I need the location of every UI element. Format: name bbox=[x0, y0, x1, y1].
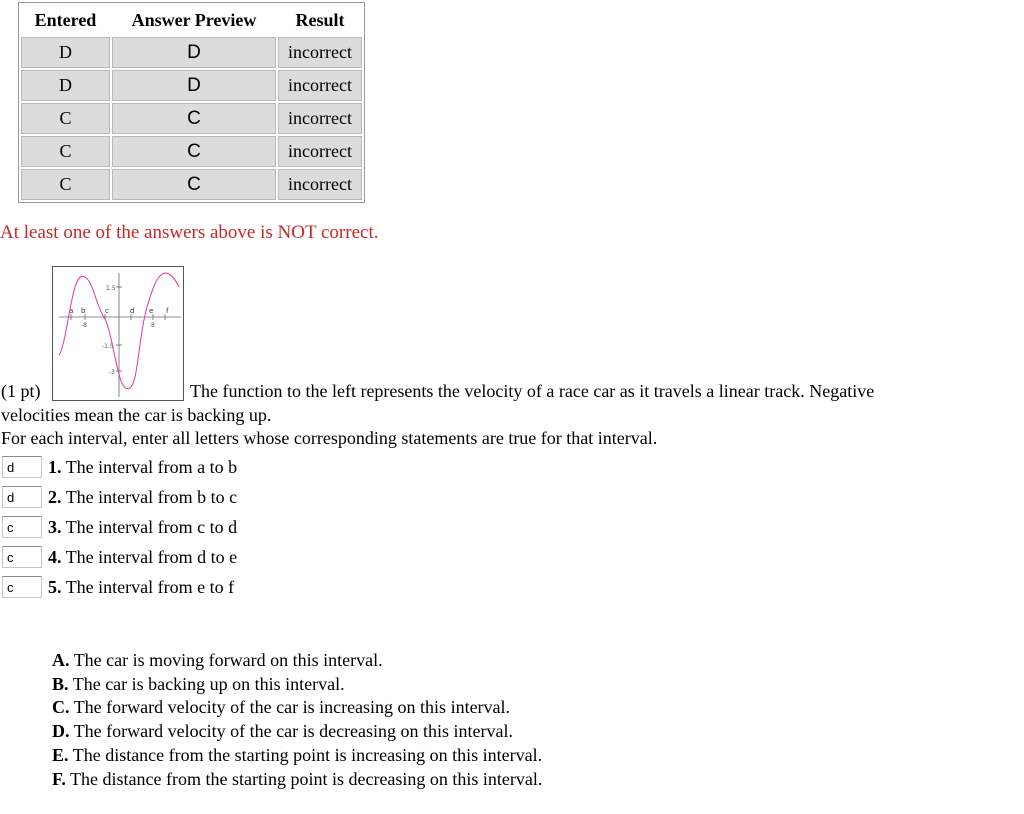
choice-item-d bbox=[52, 720, 542, 744]
entered-cell: C bbox=[21, 103, 110, 134]
choice-item-e bbox=[52, 744, 542, 768]
problem-intro-line2: velocities mean the car is backing up. bbox=[1, 405, 272, 425]
preview-cell: D bbox=[112, 70, 276, 101]
point-label-e: e bbox=[149, 307, 154, 315]
result-cell: incorrect bbox=[278, 70, 362, 101]
question-label: The interval from a to b bbox=[65, 456, 238, 477]
question-label: The interval from e to f bbox=[65, 576, 235, 597]
question-row-2 bbox=[2, 484, 237, 510]
point-label-a: a bbox=[69, 307, 74, 315]
question-text-1 bbox=[48, 457, 237, 478]
y-tick-label: -3 bbox=[109, 369, 115, 376]
table-row bbox=[21, 70, 362, 101]
choice-letter: E. bbox=[52, 744, 69, 765]
header-answer-preview: Answer Preview bbox=[112, 5, 276, 35]
table-row bbox=[21, 136, 362, 167]
question-text-4 bbox=[48, 547, 237, 568]
question-text-2 bbox=[48, 487, 237, 508]
entered-cell: C bbox=[21, 136, 110, 167]
question-number: 3. bbox=[48, 516, 62, 537]
entered-cell: C bbox=[21, 169, 110, 200]
point-label-f: f bbox=[166, 307, 169, 315]
result-cell: incorrect bbox=[278, 37, 362, 68]
point-label-c: c bbox=[105, 307, 109, 315]
preview-cell: C bbox=[112, 169, 276, 200]
y-tick-label: 1.5 bbox=[106, 285, 116, 292]
result-cell: incorrect bbox=[278, 136, 362, 167]
question-label: The interval from b to c bbox=[65, 486, 238, 507]
question-label: The interval from c to d bbox=[65, 516, 238, 537]
header-entered: Entered bbox=[21, 5, 110, 35]
choice-item-b bbox=[52, 673, 542, 697]
question-row-5 bbox=[2, 574, 234, 600]
velocity-graph-svg bbox=[53, 267, 183, 400]
choice-letter: A. bbox=[52, 650, 70, 670]
question-number: 2. bbox=[48, 486, 62, 507]
entered-cell: D bbox=[21, 70, 110, 101]
preview-cell: D bbox=[112, 37, 276, 68]
table-row bbox=[21, 37, 362, 68]
result-cell: incorrect bbox=[278, 103, 362, 134]
preview-cell: C bbox=[112, 136, 276, 167]
question-row-3 bbox=[2, 514, 237, 540]
x-tick-label: -8 bbox=[81, 322, 87, 329]
question-text-5 bbox=[48, 577, 234, 598]
choice-letter: B. bbox=[52, 673, 69, 694]
x-tick-label: 8 bbox=[151, 322, 155, 329]
header-result: Result bbox=[278, 5, 362, 35]
results-header-row bbox=[21, 5, 362, 35]
incorrect-warning: At least one of the answers above is NOT correct. bbox=[0, 222, 379, 243]
result-cell: incorrect bbox=[278, 169, 362, 200]
question-row-4 bbox=[2, 544, 237, 570]
answer-input-2[interactable] bbox=[2, 486, 42, 508]
results-table bbox=[18, 2, 365, 203]
points-label: (1 pt) bbox=[1, 381, 41, 401]
choice-letter: C. bbox=[52, 697, 70, 718]
choice-item-f bbox=[52, 768, 542, 792]
choice-text: The car is moving forward on this interval. bbox=[73, 650, 383, 670]
answer-input-5[interactable] bbox=[2, 576, 42, 598]
problem-intro-line1: The function to the left represents the velocity of a race car as it travels a linear track. Negative bbox=[190, 381, 875, 401]
point-label-d: d bbox=[130, 307, 135, 315]
y-tick-label: -1.5 bbox=[102, 343, 114, 350]
choice-text: The car is backing up on this interval. bbox=[72, 673, 345, 694]
entered-cell: D bbox=[21, 37, 110, 68]
answer-input-3[interactable] bbox=[2, 516, 42, 538]
choice-item-c bbox=[52, 696, 542, 720]
choice-letter: F. bbox=[52, 768, 66, 789]
answer-input-1[interactable] bbox=[2, 456, 42, 478]
table-row bbox=[21, 169, 362, 200]
choice-text: The distance from the starting point is decreasing on this interval. bbox=[70, 768, 543, 789]
question-row-1 bbox=[2, 454, 237, 480]
question-text-3 bbox=[48, 517, 237, 538]
answer-input-4[interactable] bbox=[2, 546, 42, 568]
question-number: 5. bbox=[48, 576, 62, 597]
table-row bbox=[21, 103, 362, 134]
question-number: 1. bbox=[48, 456, 62, 477]
choice-text: The forward velocity of the car is increasing on this interval. bbox=[73, 697, 511, 718]
preview-cell: C bbox=[112, 103, 276, 134]
velocity-graph bbox=[52, 266, 184, 401]
question-number: 4. bbox=[48, 546, 62, 567]
choice-item-a bbox=[52, 649, 542, 673]
problem-instructions: For each interval, enter all letters whose corresponding statements are true for that interval. bbox=[1, 428, 658, 448]
choice-text: The distance from the starting point is increasing on this interval. bbox=[72, 744, 543, 765]
answer-choices bbox=[52, 649, 542, 791]
point-label-b: b bbox=[81, 307, 86, 315]
choice-letter: D. bbox=[52, 721, 70, 742]
choice-text: The forward velocity of the car is decreasing on this interval. bbox=[73, 721, 514, 742]
question-label: The interval from d to e bbox=[65, 546, 238, 567]
